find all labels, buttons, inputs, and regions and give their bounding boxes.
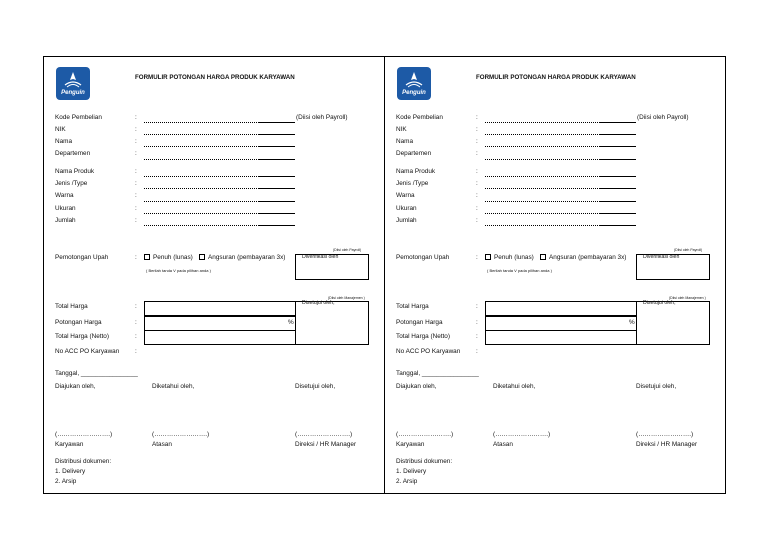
known-by-label: Diketahui oleh,: [152, 383, 195, 390]
signature-blank-director: (…………………….): [295, 431, 353, 438]
distribution-title: Distribusi dokumen:: [55, 458, 112, 465]
option-angsuran-label: Angsuran (pembayaran 3x): [208, 254, 286, 261]
total-harga-netto-box[interactable]: [485, 330, 637, 345]
option-penuh-label: Penuh (lunas): [494, 254, 534, 261]
role-superior: Atasan: [493, 441, 513, 448]
colon: :: [135, 319, 137, 326]
label-nama-produk: Nama Produk: [55, 168, 95, 175]
known-by-label: Diketahui oleh,: [493, 383, 536, 390]
fill-line-ukuran[interactable]: [144, 213, 295, 214]
fill-line-ukuran[interactable]: [485, 213, 636, 214]
label-kode-pembelian: Kode Pembelian: [396, 114, 443, 121]
role-employee: Karyawan: [55, 441, 84, 448]
label-potongan-harga: Potongan Harga: [396, 319, 443, 326]
label-nama: Nama: [396, 138, 414, 145]
distribution-title: Distribusi dokumen:: [396, 458, 453, 465]
colon: :: [135, 192, 137, 199]
percent-sign: %: [288, 319, 294, 326]
label-total-harga: Total Harga: [55, 303, 88, 310]
label-kode-pembelian: Kode Pembelian: [55, 114, 102, 121]
distribution-item-delivery: 1. Delivery: [396, 468, 427, 475]
label-departemen: Departemen: [55, 150, 91, 157]
label-nik: NIK: [396, 126, 407, 133]
colon: :: [135, 333, 137, 340]
date-line: Tanggal, ________________: [55, 370, 138, 377]
signature-blank-employee: (…………………….): [55, 431, 113, 438]
colon: :: [476, 126, 478, 133]
colon: :: [476, 319, 478, 326]
label-potongan-harga: Potongan Harga: [55, 319, 102, 326]
label-nama: Nama: [55, 138, 73, 145]
fill-line-nama[interactable]: [144, 146, 295, 147]
approval-box-label: Disetujui oleh,: [302, 300, 335, 306]
form-title: FORMULIR POTONGAN HARGA PRODUK KARYAWAN: [476, 74, 636, 81]
role-employee: Karyawan: [396, 441, 425, 448]
form-title: FORMULIR POTONGAN HARGA PRODUK KARYAWAN: [135, 74, 295, 81]
fill-line-jenis-type[interactable]: [485, 188, 636, 189]
label-no-acc-po: No ACC PO Karyawan: [55, 348, 120, 355]
potongan-harga-box[interactable]: [485, 316, 637, 331]
total-harga-box[interactable]: [485, 301, 637, 316]
payroll-note: (Diisi oleh Payroll): [637, 114, 689, 121]
approval-box-label: Disetujui oleh,: [643, 300, 676, 306]
checkbox-angsuran[interactable]: [199, 254, 205, 260]
approval-box[interactable]: [295, 301, 369, 345]
signature-blank-employee: (…………………….): [396, 431, 454, 438]
fill-line-nik[interactable]: [485, 134, 636, 135]
fill-line-jumlah[interactable]: [144, 225, 295, 226]
fill-line-departemen[interactable]: [485, 159, 636, 160]
role-superior: Atasan: [152, 441, 172, 448]
fill-line-jumlah[interactable]: [485, 225, 636, 226]
logo-wordmark: Penguin: [61, 90, 85, 96]
payroll-small-note: (Diisi oleh Payroll): [674, 248, 703, 252]
label-total-harga-netto: Total Harga (Netto): [55, 333, 109, 340]
fill-line-nama-produk[interactable]: [485, 176, 636, 177]
signature-blank-superior: (…………………….): [152, 431, 210, 438]
label-jenis-type: Jenis /Type: [396, 180, 429, 187]
fill-line-jenis-type[interactable]: [144, 188, 295, 189]
payroll-note: (Diisi oleh Payroll): [296, 114, 348, 121]
percent-sign: %: [629, 319, 635, 326]
signature-blank-director: (…………………….): [636, 431, 694, 438]
verified-by-label: Diverifikasi oleh: [643, 254, 680, 260]
option-hint: ( Berilah tanda V pada pilihan anda ): [487, 268, 552, 273]
label-warna: Warna: [396, 192, 415, 199]
label-total-harga-netto: Total Harga (Netto): [396, 333, 450, 340]
colon: :: [476, 254, 478, 261]
fill-line-departemen[interactable]: [144, 159, 295, 160]
submitted-by-label: Diajukan oleh,: [55, 383, 96, 390]
form-copy-left: [44, 56, 384, 494]
approved-by-label: Disetujui oleh,: [636, 383, 677, 390]
fill-line-kode-pembelian[interactable]: [485, 122, 636, 123]
distribution-item-arsip: 2. Arsip: [396, 478, 418, 485]
role-director: Direksi / HR Manager: [636, 441, 698, 448]
label-ukuran: Ukuran: [55, 205, 76, 212]
colon: :: [135, 114, 137, 121]
logo-wordmark: Penguin: [402, 90, 426, 96]
colon: :: [476, 114, 478, 121]
penguin-logo: [56, 67, 90, 100]
colon: :: [476, 217, 478, 224]
date-line: Tanggal, ________________: [396, 370, 479, 377]
penguin-logo: [397, 67, 431, 100]
colon: :: [135, 303, 137, 310]
colon: :: [135, 126, 137, 133]
colon: :: [135, 205, 137, 212]
label-pemotongan-upah: Pemotongan Upah: [396, 254, 450, 261]
colon: :: [476, 180, 478, 187]
colon: :: [476, 150, 478, 157]
total-harga-box[interactable]: [144, 301, 296, 316]
option-penuh-label: Penuh (lunas): [153, 254, 193, 261]
fill-line-nik[interactable]: [144, 134, 295, 135]
checkbox-penuh[interactable]: [485, 254, 491, 260]
option-penuh[interactable]: [144, 254, 193, 261]
checkbox-angsuran[interactable]: [540, 254, 546, 260]
signature-blank-superior: (…………………….): [493, 431, 551, 438]
distribution-item-delivery: 1. Delivery: [55, 468, 86, 475]
payroll-small-note: (Diisi oleh Payroll): [333, 248, 362, 252]
option-angsuran-label: Angsuran (pembayaran 3x): [549, 254, 627, 261]
colon: :: [476, 168, 478, 175]
colon: :: [476, 192, 478, 199]
colon: :: [135, 254, 137, 261]
label-nik: NIK: [55, 126, 66, 133]
distribution-item-arsip: 2. Arsip: [55, 478, 77, 485]
label-total-harga: Total Harga: [396, 303, 429, 310]
option-angsuran[interactable]: [199, 254, 285, 261]
colon: :: [476, 348, 478, 355]
submitted-by-label: Diajukan oleh,: [396, 383, 437, 390]
form-copy-right: [385, 56, 725, 494]
colon: :: [476, 333, 478, 340]
fill-line-warna[interactable]: [144, 201, 295, 202]
colon: :: [476, 138, 478, 145]
label-departemen: Departemen: [396, 150, 432, 157]
label-jumlah: Jumlah: [55, 217, 76, 224]
label-no-acc-po: No ACC PO Karyawan: [396, 348, 461, 355]
colon: :: [135, 217, 137, 224]
fill-line-nama-produk[interactable]: [144, 176, 295, 177]
label-pemotongan-upah: Pemotongan Upah: [55, 254, 109, 261]
colon: :: [135, 180, 137, 187]
colon: :: [135, 138, 137, 145]
colon: :: [135, 150, 137, 157]
fill-line-warna[interactable]: [485, 201, 636, 202]
management-small-note: (Diisi oleh Manajemen ): [328, 296, 365, 300]
label-nama-produk: Nama Produk: [396, 168, 436, 175]
colon: :: [476, 303, 478, 310]
colon: :: [135, 348, 137, 355]
option-penuh[interactable]: [485, 254, 534, 261]
management-small-note: (Diisi oleh Manajemen ): [669, 296, 706, 300]
approved-by-label: Disetujui oleh,: [295, 383, 336, 390]
approval-box[interactable]: [636, 301, 710, 345]
label-ukuran: Ukuran: [396, 205, 417, 212]
checkbox-penuh[interactable]: [144, 254, 150, 260]
label-jenis-type: Jenis /Type: [55, 180, 88, 187]
option-angsuran[interactable]: [540, 254, 626, 261]
total-harga-netto-box[interactable]: [144, 330, 296, 345]
colon: :: [135, 168, 137, 175]
colon: :: [476, 205, 478, 212]
option-hint: ( Berilah tanda V pada pilihan anda ): [146, 268, 211, 273]
fill-line-nama[interactable]: [485, 146, 636, 147]
verified-by-label: Diverifikasi oleh: [302, 254, 339, 260]
fill-line-kode-pembelian[interactable]: [144, 122, 295, 123]
label-jumlah: Jumlah: [396, 217, 417, 224]
potongan-harga-box[interactable]: [144, 316, 296, 331]
role-director: Direksi / HR Manager: [295, 441, 357, 448]
label-warna: Warna: [55, 192, 74, 199]
